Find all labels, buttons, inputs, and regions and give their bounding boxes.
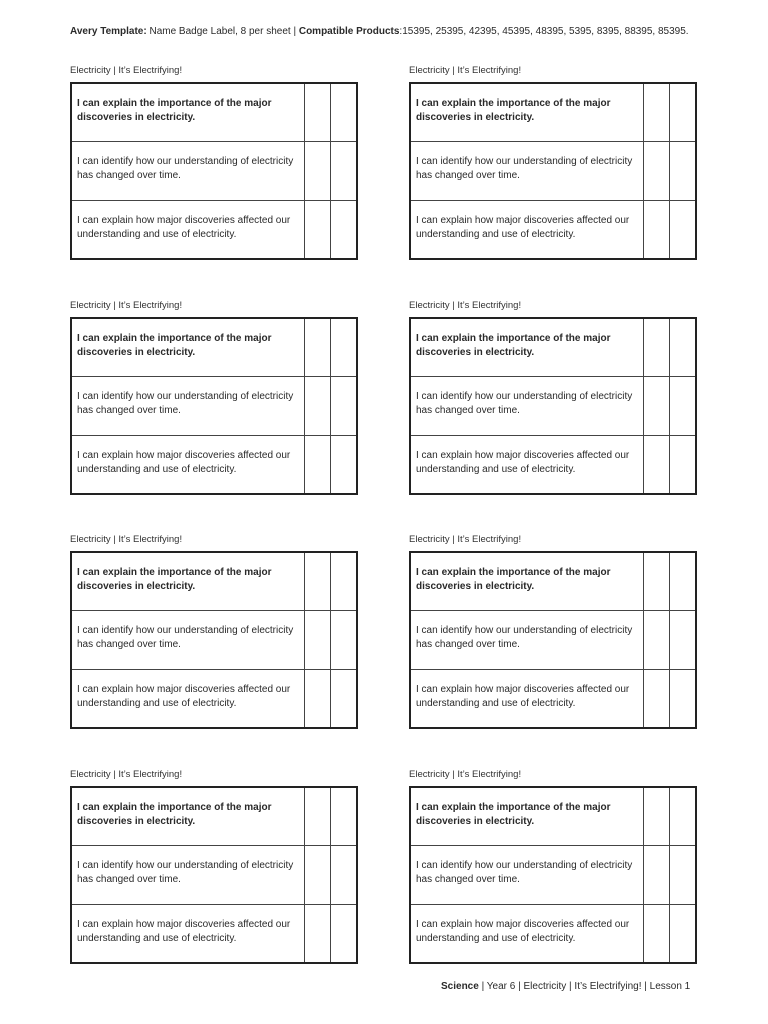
objective-text: I can explain the importance of the major discoveries in electricity. bbox=[77, 333, 272, 358]
badge-label bbox=[409, 300, 699, 495]
check-box[interactable] bbox=[330, 201, 356, 258]
objective-text: I can explain the importance of the major discoveries in electricity. bbox=[416, 567, 611, 592]
check-box[interactable] bbox=[304, 142, 330, 199]
check-box[interactable] bbox=[643, 142, 669, 199]
check-box[interactable] bbox=[304, 846, 330, 903]
check-box[interactable] bbox=[669, 846, 695, 903]
label-title: Electricity | It’s Electrifying! bbox=[70, 534, 183, 545]
objective-text: I can explain the importance of the major discoveries in electricity. bbox=[416, 98, 611, 123]
objective-row bbox=[72, 788, 356, 846]
objective-row bbox=[411, 142, 695, 200]
check-box[interactable] bbox=[330, 670, 356, 727]
objective-text: I can identify how our understanding of electricity has changed over time. bbox=[416, 391, 633, 417]
check-box[interactable] bbox=[643, 905, 669, 962]
check-box[interactable] bbox=[304, 377, 330, 434]
badge-label bbox=[409, 769, 699, 964]
badge-label bbox=[409, 534, 699, 729]
avery-template-header bbox=[70, 26, 710, 38]
check-box[interactable] bbox=[643, 553, 669, 610]
footer-subject: Science bbox=[441, 981, 479, 992]
check-box[interactable] bbox=[643, 201, 669, 258]
objective-text: I can explain how major discoveries affected our understanding and use of electricity. bbox=[77, 214, 291, 240]
objective-row bbox=[72, 377, 356, 435]
check-box[interactable] bbox=[669, 142, 695, 199]
objective-text: I can explain how major discoveries affected our understanding and use of electricity. bbox=[416, 683, 630, 709]
objective-text: I can identify how our understanding of electricity has changed over time. bbox=[77, 156, 294, 182]
check-box[interactable] bbox=[304, 905, 330, 962]
objective-text: I can identify how our understanding of electricity has changed over time. bbox=[77, 625, 294, 651]
objective-row bbox=[411, 201, 695, 258]
objective-row bbox=[411, 611, 695, 669]
objective-row bbox=[72, 553, 356, 611]
check-box[interactable] bbox=[643, 670, 669, 727]
objective-table bbox=[70, 786, 358, 964]
template-value: Name Badge Label, 8 per sheet | bbox=[146, 26, 299, 37]
check-box[interactable] bbox=[643, 846, 669, 903]
objective-table bbox=[70, 317, 358, 495]
objective-row bbox=[72, 436, 356, 493]
objective-text: I can identify how our understanding of electricity has changed over time. bbox=[416, 860, 633, 886]
objective-text: I can explain the importance of the major discoveries in electricity. bbox=[77, 802, 272, 827]
objective-text: I can explain how major discoveries affected our understanding and use of electricity. bbox=[416, 918, 630, 944]
check-box[interactable] bbox=[669, 319, 695, 376]
objective-row bbox=[411, 905, 695, 962]
label-title: Electricity | It’s Electrifying! bbox=[70, 65, 183, 76]
objective-text: I can identify how our understanding of electricity has changed over time. bbox=[416, 625, 633, 651]
objective-text: I can explain how major discoveries affected our understanding and use of electricity. bbox=[416, 449, 630, 475]
check-box[interactable] bbox=[643, 436, 669, 493]
objective-row bbox=[411, 436, 695, 493]
label-title: Electricity | It’s Electrifying! bbox=[70, 300, 183, 311]
check-box[interactable] bbox=[330, 611, 356, 668]
objective-text: I can explain how major discoveries affected our understanding and use of electricity. bbox=[77, 683, 291, 709]
objective-row bbox=[411, 319, 695, 377]
objective-row bbox=[411, 377, 695, 435]
label-title: Electricity | It’s Electrifying! bbox=[70, 769, 183, 780]
check-box[interactable] bbox=[304, 553, 330, 610]
label-title: Electricity | It’s Electrifying! bbox=[409, 65, 522, 76]
check-box[interactable] bbox=[330, 905, 356, 962]
objective-text: I can explain how major discoveries affected our understanding and use of electricity. bbox=[77, 449, 291, 475]
objective-row bbox=[72, 846, 356, 904]
objective-table bbox=[70, 551, 358, 729]
check-box[interactable] bbox=[304, 611, 330, 668]
check-box[interactable] bbox=[643, 319, 669, 376]
page-footer bbox=[441, 981, 701, 993]
check-box[interactable] bbox=[643, 84, 669, 141]
objective-row bbox=[411, 788, 695, 846]
objective-text: I can explain how major discoveries affected our understanding and use of electricity. bbox=[416, 214, 630, 240]
objective-row bbox=[72, 611, 356, 669]
objective-table bbox=[409, 82, 697, 260]
check-box[interactable] bbox=[669, 788, 695, 845]
compatible-products-value: :15395, 25395, 42395, 45395, 48395, 5395, 8395, 88395, 85395. bbox=[399, 26, 689, 37]
objective-text: I can identify how our understanding of electricity has changed over time. bbox=[77, 860, 294, 886]
check-box[interactable] bbox=[643, 377, 669, 434]
badge-label bbox=[70, 300, 360, 495]
check-box[interactable] bbox=[304, 84, 330, 141]
objective-table bbox=[409, 551, 697, 729]
objective-row bbox=[72, 142, 356, 200]
check-box[interactable] bbox=[669, 611, 695, 668]
check-box[interactable] bbox=[669, 670, 695, 727]
objective-text: I can identify how our understanding of electricity has changed over time. bbox=[77, 391, 294, 417]
check-box[interactable] bbox=[304, 319, 330, 376]
objective-table bbox=[409, 317, 697, 495]
check-box[interactable] bbox=[304, 788, 330, 845]
label-title: Electricity | It’s Electrifying! bbox=[409, 769, 522, 780]
objective-row bbox=[72, 201, 356, 258]
badge-label bbox=[70, 534, 360, 729]
objective-text: I can explain the importance of the major discoveries in electricity. bbox=[416, 333, 611, 358]
objective-text: I can identify how our understanding of electricity has changed over time. bbox=[416, 156, 633, 182]
badge-label bbox=[409, 65, 699, 260]
check-box[interactable] bbox=[330, 84, 356, 141]
label-title: Electricity | It’s Electrifying! bbox=[409, 534, 522, 545]
compatible-products-label: Compatible Products bbox=[298, 26, 400, 37]
objective-row bbox=[72, 84, 356, 142]
objective-row bbox=[72, 905, 356, 962]
check-box[interactable] bbox=[330, 319, 356, 376]
check-box[interactable] bbox=[669, 377, 695, 434]
check-box[interactable] bbox=[304, 201, 330, 258]
objective-row bbox=[411, 846, 695, 904]
check-box[interactable] bbox=[330, 142, 356, 199]
objective-text: I can explain how major discoveries affected our understanding and use of electricity. bbox=[77, 918, 291, 944]
check-box[interactable] bbox=[304, 670, 330, 727]
objective-text: I can explain the importance of the major discoveries in electricity. bbox=[77, 567, 272, 592]
badge-label bbox=[70, 65, 360, 260]
check-box[interactable] bbox=[330, 377, 356, 434]
objective-text: I can explain the importance of the major discoveries in electricity. bbox=[416, 802, 611, 827]
check-box[interactable] bbox=[330, 436, 356, 493]
objective-row bbox=[411, 670, 695, 727]
check-box[interactable] bbox=[330, 788, 356, 845]
check-box[interactable] bbox=[304, 436, 330, 493]
objective-row bbox=[72, 319, 356, 377]
check-box[interactable] bbox=[330, 553, 356, 610]
label-title: Electricity | It’s Electrifying! bbox=[409, 300, 522, 311]
check-box[interactable] bbox=[643, 611, 669, 668]
badge-label bbox=[70, 769, 360, 964]
footer-details: | Year 6 | Electricity | It’s Electrifying! | Lesson 1 bbox=[478, 981, 691, 992]
check-box[interactable] bbox=[669, 553, 695, 610]
check-box[interactable] bbox=[669, 84, 695, 141]
check-box[interactable] bbox=[669, 201, 695, 258]
objective-row bbox=[411, 553, 695, 611]
check-box[interactable] bbox=[669, 436, 695, 493]
template-label: Avery Template: bbox=[70, 26, 147, 37]
objective-row bbox=[72, 670, 356, 727]
objective-table bbox=[70, 82, 358, 260]
objective-row bbox=[411, 84, 695, 142]
objective-text: I can explain the importance of the major discoveries in electricity. bbox=[77, 98, 272, 123]
check-box[interactable] bbox=[643, 788, 669, 845]
check-box[interactable] bbox=[669, 905, 695, 962]
check-box[interactable] bbox=[330, 846, 356, 903]
objective-table bbox=[409, 786, 697, 964]
